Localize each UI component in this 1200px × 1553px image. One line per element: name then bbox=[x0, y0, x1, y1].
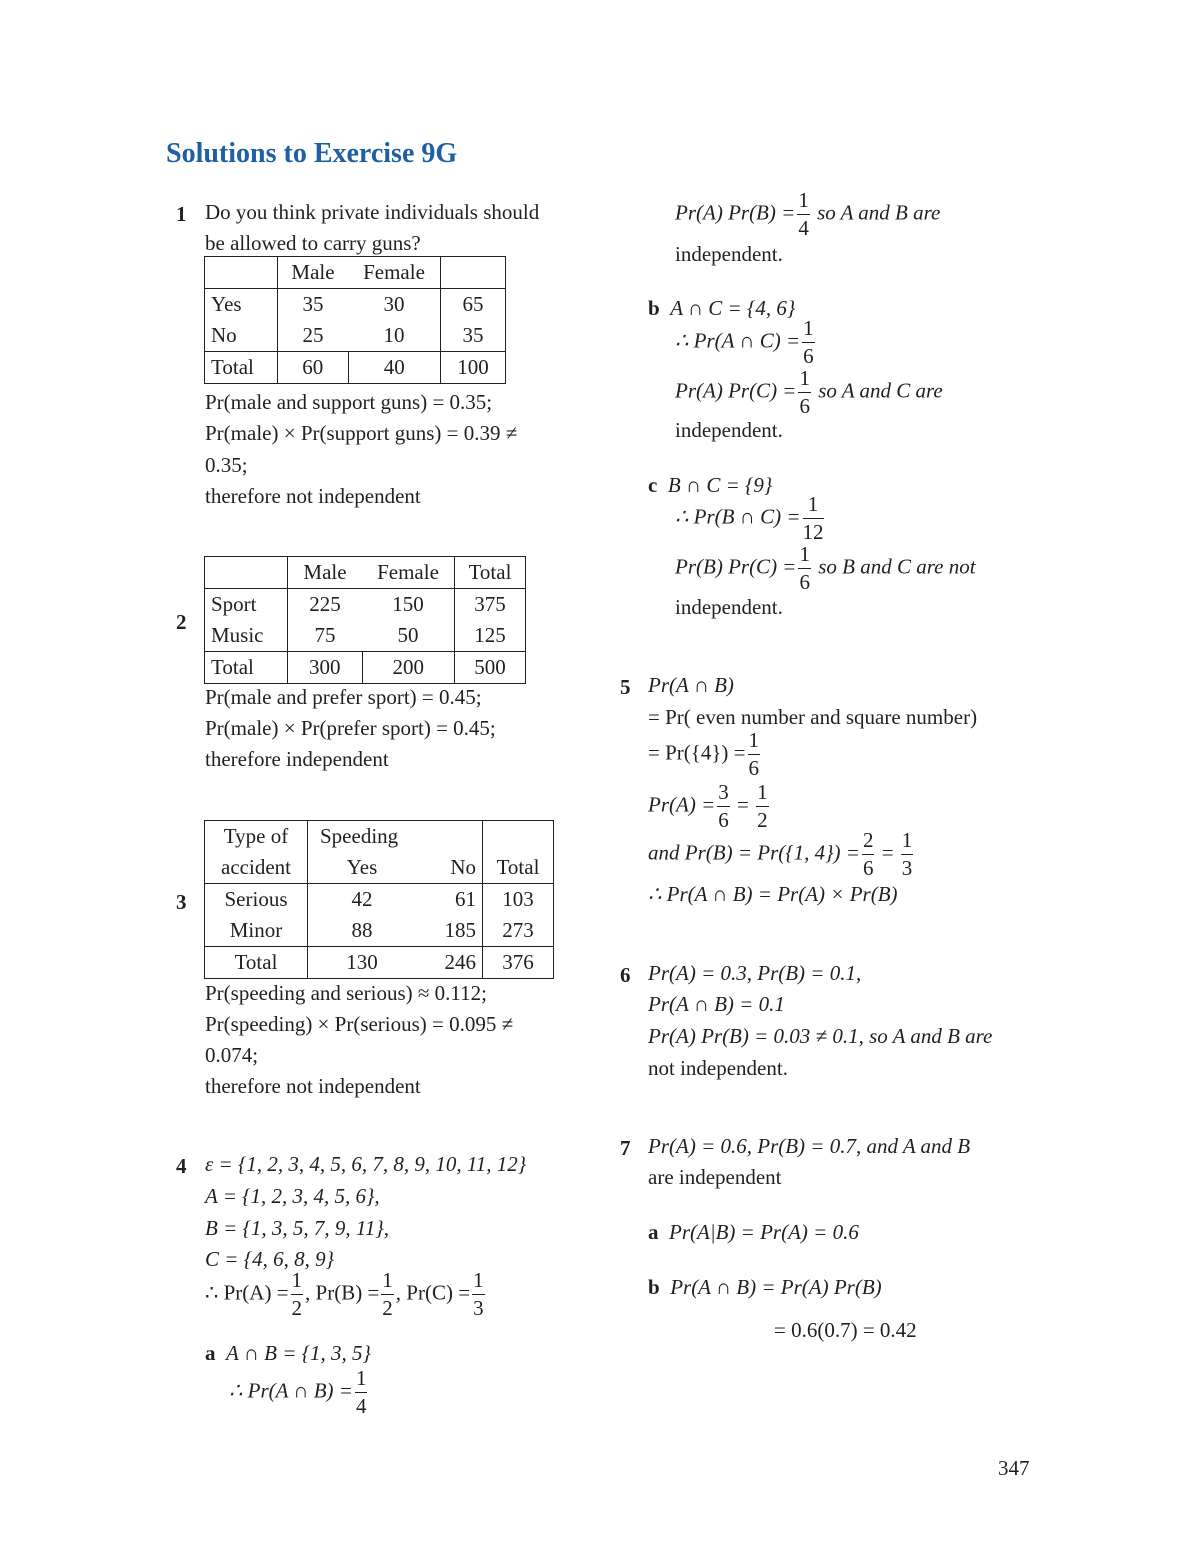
table-cell: 35 bbox=[302, 292, 324, 316]
table-header: Female bbox=[348, 257, 441, 289]
fraction: $\frac{1}{12}$ bbox=[802, 492, 824, 544]
solution-line: therefore independent bbox=[205, 747, 389, 771]
solution-line: = Pr( even number and square number) bbox=[648, 705, 978, 729]
solution-line: Pr(male and prefer sport) = 0.45; bbox=[205, 685, 482, 709]
row-label: Minor bbox=[205, 915, 308, 947]
row-label: Total bbox=[205, 947, 308, 979]
fraction: $\frac{1}{6}$ bbox=[748, 728, 760, 780]
solution-line: independent. bbox=[675, 418, 783, 442]
table-header: Male bbox=[291, 260, 335, 284]
set-definition: B = {1, 3, 5, 7, 9, 11}, bbox=[205, 1216, 389, 1240]
solution-line: therefore not independent bbox=[205, 484, 421, 508]
part-c-product: Pr(B) Pr(C) = $\frac{1}{6}$ so B and C are not bbox=[675, 542, 976, 594]
table-cell: 246 bbox=[416, 947, 483, 979]
question-number: 7 bbox=[620, 1136, 631, 1160]
table-cell: 376 bbox=[502, 950, 534, 974]
table-cell: 25 bbox=[302, 323, 324, 347]
fraction: $\frac{1}{4}$ bbox=[355, 1366, 367, 1418]
table-header: Speeding bbox=[308, 821, 483, 853]
fraction: $\frac{1}{3}$ bbox=[901, 828, 913, 880]
part-b-heading: b A ∩ C = {4, 6} bbox=[648, 296, 796, 320]
table-cell: 88 bbox=[351, 918, 373, 942]
table-cell: 42 bbox=[351, 887, 373, 911]
fraction: $\frac{1}{2}$ bbox=[382, 1268, 393, 1320]
table-cell: 10 bbox=[348, 320, 441, 352]
table-cell: 50 bbox=[362, 620, 455, 652]
row-label: Total bbox=[205, 352, 278, 384]
q3-table bbox=[204, 820, 554, 979]
table-header: Yes bbox=[346, 855, 378, 879]
expression: ∴ Pr(A) = bbox=[205, 1280, 289, 1305]
part-b-answer: b Pr(A ∩ B) = Pr(A) Pr(B) bbox=[648, 1275, 882, 1299]
table-header: Total bbox=[468, 560, 512, 584]
table-cell: 75 bbox=[314, 623, 336, 647]
table-cell: 375 bbox=[474, 592, 506, 616]
table-header: Total bbox=[496, 855, 540, 879]
part-b-product: Pr(A) Pr(C) = $\frac{1}{6}$ so A and C are bbox=[675, 366, 943, 418]
solution-line: Pr(speeding) × Pr(serious) = 0.095 ≠ bbox=[205, 1012, 514, 1036]
part-a-product: Pr(A) Pr(B) = $\frac{1}{4}$ so A and B are bbox=[675, 188, 941, 240]
table-cell: 273 bbox=[502, 918, 534, 942]
part-a-answer: a Pr(A|B) = Pr(A) = 0.6 bbox=[648, 1220, 859, 1244]
table-cell: 61 bbox=[416, 884, 483, 916]
q1-table bbox=[204, 256, 506, 384]
question-number: 1 bbox=[176, 202, 187, 226]
table-cell: 103 bbox=[502, 887, 534, 911]
solution-line: Pr(A ∩ B) bbox=[648, 673, 734, 697]
solution-line: Pr(male and support guns) = 0.35; bbox=[205, 390, 493, 414]
solution-line: Pr(male) × Pr(prefer sport) = 0.45; bbox=[205, 716, 496, 740]
table-cell: 300 bbox=[288, 652, 363, 684]
solution-line: Pr(A) = $\frac{3}{6}$ = $\frac{1}{2}$ bbox=[648, 780, 768, 832]
table-cell: 200 bbox=[362, 652, 455, 684]
part-a-heading: a A ∩ B = {1, 3, 5} bbox=[205, 1341, 371, 1365]
solution-line: and Pr(B) = Pr({1, 4}) = $\frac{2}{6}$ = $\frac{1}{3}$ bbox=[648, 828, 913, 880]
fraction: $\frac{2}{6}$ bbox=[862, 828, 874, 880]
fraction: $\frac{1}{2}$ bbox=[291, 1268, 303, 1320]
fraction: $\frac{1}{6}$ bbox=[799, 542, 810, 594]
question-number: 6 bbox=[620, 963, 631, 987]
page-number: 347 bbox=[998, 1456, 1030, 1480]
solution-line: Pr(A) = 0.3, Pr(B) = 0.1, bbox=[648, 961, 862, 985]
page-title: Solutions to Exercise 9G bbox=[166, 138, 458, 169]
solution-line: not independent. bbox=[648, 1056, 788, 1080]
solution-line: = Pr({4}) = $\frac{1}{6}$ bbox=[648, 728, 760, 780]
question-number: 2 bbox=[176, 610, 187, 634]
table-cell: 225 bbox=[309, 592, 341, 616]
expression: , Pr(C) = bbox=[395, 1280, 471, 1305]
part-c-probability: ∴ Pr(B ∩ C) = $\frac{1}{12}$ bbox=[675, 492, 824, 544]
table-cell: 60 bbox=[278, 352, 349, 384]
set-definition: C = {4, 6, 8, 9} bbox=[205, 1247, 334, 1271]
solution-line: Pr(speeding and serious) ≈ 0.112; bbox=[205, 981, 487, 1005]
table-cell: 40 bbox=[348, 352, 441, 384]
solution-line: therefore not independent bbox=[205, 1074, 421, 1098]
table-cell: 150 bbox=[362, 589, 455, 621]
row-label: Total bbox=[205, 652, 288, 684]
table-cell: 130 bbox=[346, 950, 378, 974]
table-cell: 125 bbox=[474, 623, 506, 647]
fraction: $\frac{3}{6}$ bbox=[718, 780, 729, 832]
fraction: $\frac{1}{3}$ bbox=[473, 1268, 484, 1320]
table-cell: 30 bbox=[348, 289, 441, 321]
solution-line: Pr(male) × Pr(support guns) = 0.39 ≠ bbox=[205, 421, 518, 445]
table-header: Type of bbox=[205, 821, 308, 853]
table-cell: 35 bbox=[462, 323, 484, 347]
solution-line: are independent bbox=[648, 1165, 782, 1189]
solution-line: 0.074; bbox=[205, 1043, 259, 1067]
fraction: $\frac{1}{6}$ bbox=[803, 316, 814, 368]
q2-table bbox=[204, 556, 526, 684]
table-cell: 185 bbox=[416, 915, 483, 947]
set-definition: A = {1, 2, 3, 4, 5, 6}, bbox=[205, 1184, 380, 1208]
solution-line: Pr(A) Pr(B) = 0.03 ≠ 0.1, so A and B are bbox=[648, 1024, 993, 1048]
question-number: 3 bbox=[176, 890, 187, 914]
solution-line: independent. bbox=[675, 242, 783, 266]
solution-line: ∴ Pr(A ∩ B) = Pr(A) × Pr(B) bbox=[648, 882, 898, 906]
row-label: Music bbox=[205, 620, 288, 652]
part-c-heading: c B ∩ C = {9} bbox=[648, 473, 773, 497]
row-label: Sport bbox=[205, 589, 288, 621]
solution-line: Pr(A ∩ B) = 0.1 bbox=[648, 992, 785, 1016]
table-header: Male bbox=[303, 560, 347, 584]
part-b-probability: ∴ Pr(A ∩ C) = $\frac{1}{6}$ bbox=[675, 316, 814, 368]
question-text: Do you think private individuals should bbox=[205, 200, 540, 224]
table-header: Female bbox=[362, 557, 455, 589]
row-label: Serious bbox=[205, 884, 308, 916]
fraction: $\frac{1}{2}$ bbox=[757, 780, 768, 832]
question-number: 4 bbox=[176, 1154, 187, 1178]
row-label: Yes bbox=[205, 289, 278, 321]
part-a-probability: ∴ Pr(A ∩ B) = $\frac{1}{4}$ bbox=[229, 1366, 367, 1418]
question-text: be allowed to carry guns? bbox=[205, 231, 421, 255]
question-number: 5 bbox=[620, 675, 631, 699]
row-label: No bbox=[205, 320, 278, 352]
universal-set: ε = {1, 2, 3, 4, 5, 6, 7, 8, 9, 10, 11, 12} bbox=[205, 1152, 527, 1176]
solution-line: independent. bbox=[675, 595, 783, 619]
solution-line: Pr(A) = 0.6, Pr(B) = 0.7, and A and B bbox=[648, 1134, 971, 1158]
table-cell: 65 bbox=[462, 292, 484, 316]
expression: , Pr(B) = bbox=[305, 1280, 380, 1305]
fraction: $\frac{1}{4}$ bbox=[798, 188, 809, 240]
table-cell: 100 bbox=[457, 355, 489, 379]
table-cell: 500 bbox=[474, 655, 506, 679]
fraction: $\frac{1}{6}$ bbox=[799, 366, 810, 418]
solution-line: = 0.6(0.7) = 0.42 bbox=[774, 1318, 917, 1342]
probability-line bbox=[205, 1270, 487, 1319]
table-header: accident bbox=[205, 852, 308, 884]
solution-line: 0.35; bbox=[205, 453, 248, 477]
table-header: No bbox=[416, 852, 483, 884]
